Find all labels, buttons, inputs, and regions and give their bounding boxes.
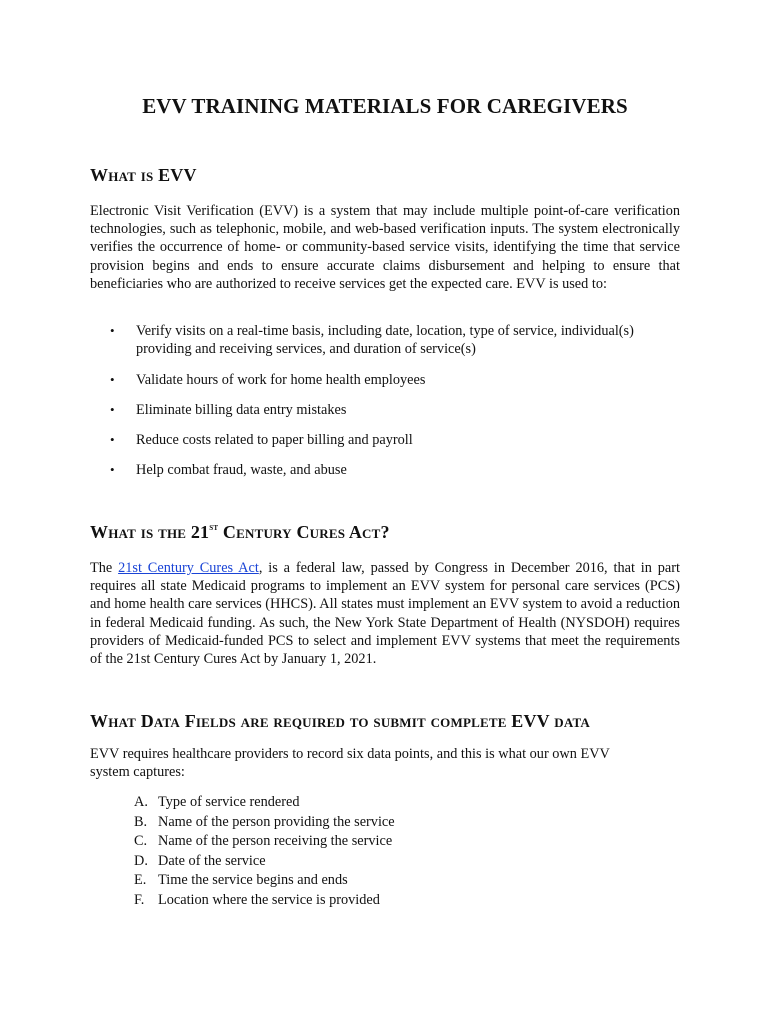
list-item (110, 461, 685, 479)
document-title: EVV TRAINING MATERIALS FOR CAREGIVERS (142, 94, 628, 118)
list-item (110, 371, 685, 389)
list-item-text: Help combat fraud, waste, and abuse (136, 462, 347, 478)
list-item-text: Type of service rendered (158, 794, 300, 810)
bullet-icon: • (110, 402, 115, 417)
ordinal-superscript: st (209, 522, 219, 533)
cures-act-link[interactable]: 21st Century Cures Act (118, 560, 259, 576)
list-marker: E. (134, 872, 147, 888)
list-item (134, 891, 380, 909)
data-fields-intro: EVV requires healthcare providers to record six data points, and this is what our own EVV system captures: (90, 746, 610, 781)
paragraph-text: , is a federal law, passed by Congress in December 2016, that in part requires all state Medicaid programs to implement an EVV system for personal care services (PCS) and home health care services (HHCS). All states must implement an EVV system to avoid a reduction in federal Medicaid funding. As such, the New York State Department of Health (NYSDOH) requires providers of Medicaid-funded PCS to select and implement EVV systems that meet the requirements of the 21st Century Cures Act by January 1, 2021. (90, 560, 681, 668)
list-item (134, 813, 395, 831)
list-marker: B. (134, 813, 148, 830)
bullet-icon: • (110, 372, 115, 387)
section-heading-what-is-evv: What is EVV (90, 165, 197, 185)
list-item-text: Time the service begins and ends (158, 872, 348, 888)
list-item-text: Eliminate billing data entry mistakes (136, 402, 347, 418)
list-item-text: Date of the service (158, 852, 266, 869)
list-item-text: Name of the person receiving the service (158, 833, 393, 849)
heading-text: What is the 21 (90, 522, 210, 542)
list-item (134, 793, 300, 811)
list-item (110, 401, 685, 419)
list-item (110, 431, 685, 449)
heading-text: Century Cures Act? (218, 522, 390, 542)
section-heading-data-fields: What Data Fields are required to submit complete EVV data (90, 711, 590, 731)
list-item-text: Validate hours of work for home health employees (136, 372, 426, 388)
list-item (110, 322, 685, 359)
paragraph-text: The (90, 560, 119, 576)
list-item-text: Name of the person providing the service (158, 813, 395, 830)
bullet-icon: • (110, 432, 115, 447)
list-item-text: Reduce costs related to paper billing and payroll (136, 432, 413, 448)
section-heading-cures-act (90, 522, 390, 543)
bullet-icon: • (110, 462, 115, 477)
list-marker: D. (134, 852, 148, 869)
list-item (134, 871, 348, 889)
list-item-text: Location where the service is provided (158, 891, 380, 908)
list-marker: F. (134, 891, 145, 908)
list-item (134, 832, 392, 850)
evv-intro-paragraph: Electronic Visit Verification (EVV) is a system that may include multiple point-of-care verification technologies, such as telephonic, mobile, and web-based verification inputs. The system electronically verifies the occurrence of home- or community-based service visits, identifying the time that service provision begins and ends to ensure accurate claims disbursement and helping to ensure that beneficiaries who are authorized to receive services get the expected care. EVV is used to: (90, 203, 680, 292)
cures-act-paragraph (90, 559, 680, 668)
list-item-text: Verify visits on a real-time basis, including date, location, type of service, individual(s) providing and receiving services, and duration of service(s) (136, 323, 634, 358)
list-item (134, 852, 266, 870)
list-marker: A. (134, 794, 148, 810)
bullet-icon: • (110, 323, 115, 338)
list-marker: C. (134, 833, 148, 849)
